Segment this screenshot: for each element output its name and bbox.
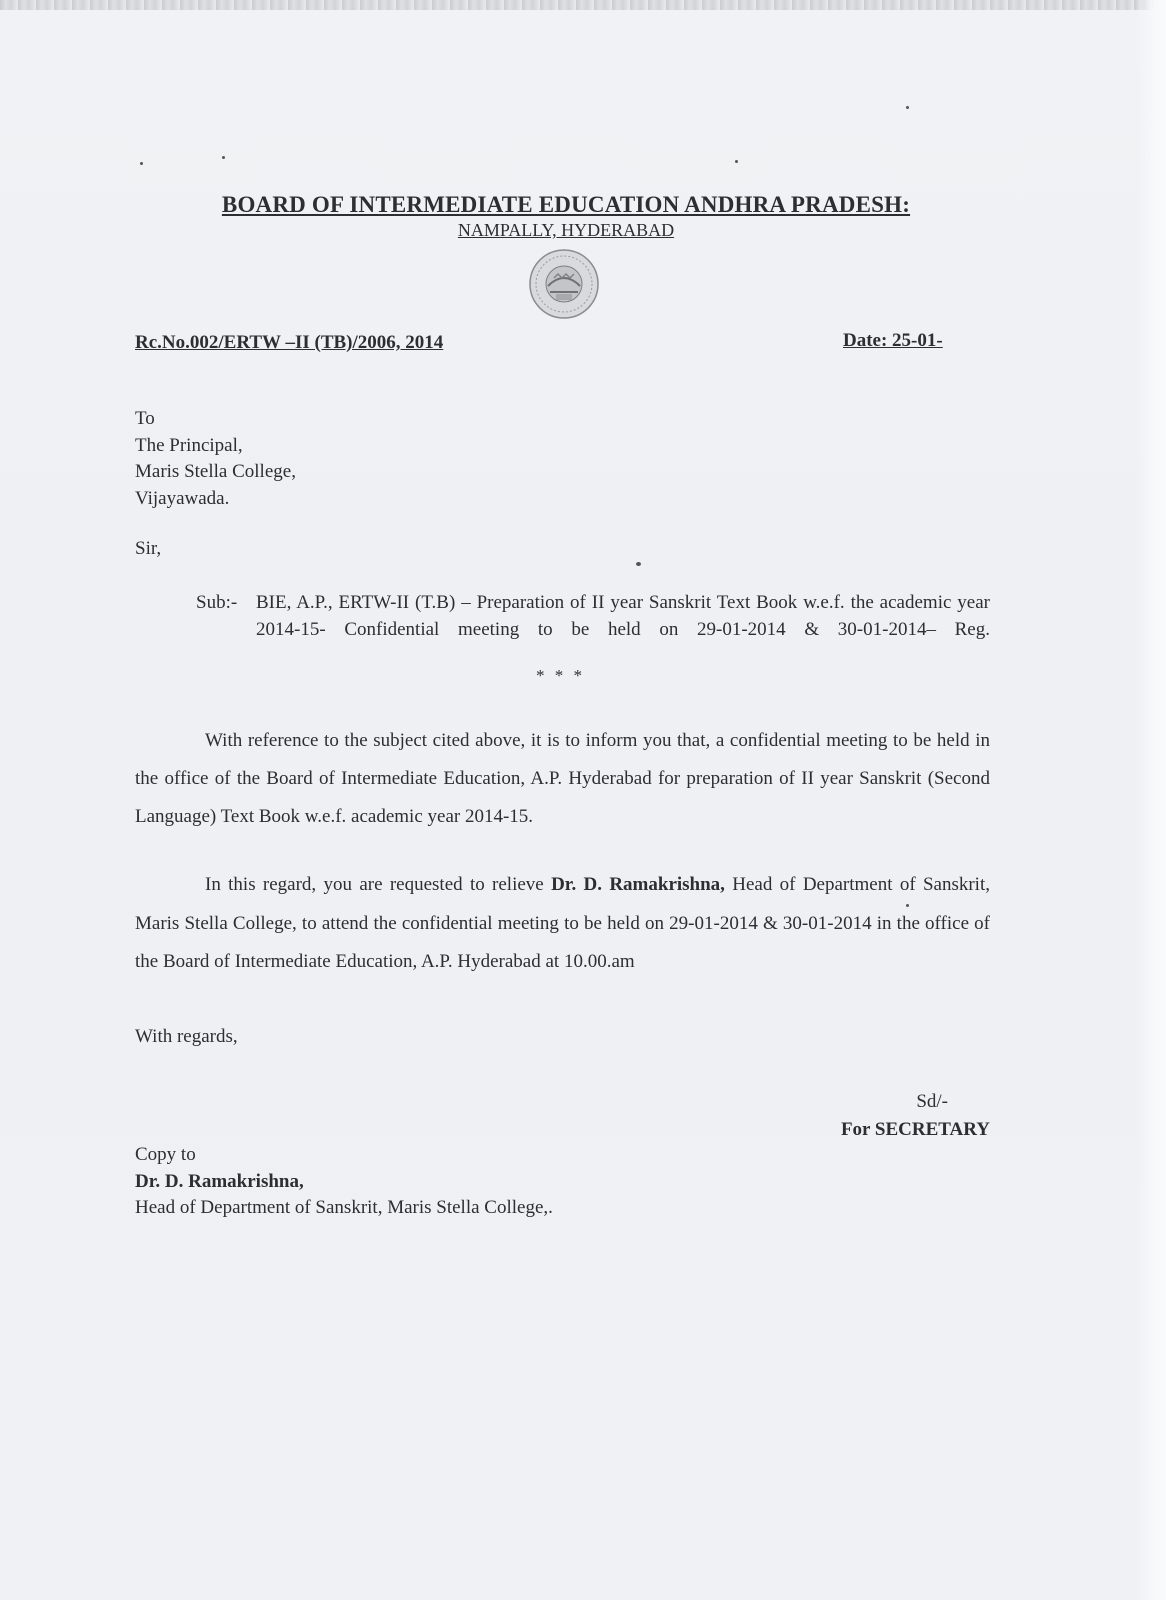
relieved-person-name: Dr. D. Ramakrishna, xyxy=(551,874,725,895)
para2-after: Head of Department of Sanskrit, Maris Stella College, to attend the confidential meeting to be held on 29-01-2014 & 30-01-2014 in the office of the Board of Intermediate Education, A.P. Hyderabad at 10.00.am xyxy=(135,874,990,972)
scan-speck xyxy=(636,562,641,566)
scan-speck xyxy=(906,904,909,907)
copy-to-block xyxy=(135,1142,553,1222)
scan-speck xyxy=(735,160,738,163)
reference-date: Date: 25-01- xyxy=(843,330,943,351)
subject-prefix: Sub:- xyxy=(196,592,238,613)
scan-speck xyxy=(906,106,909,109)
address-line-1: The Principal, xyxy=(135,434,243,456)
copy-to-label: Copy to xyxy=(135,1144,196,1165)
closing-regards: With regards, xyxy=(135,1026,238,1047)
signature-sd: Sd/- xyxy=(916,1091,948,1112)
copy-to-name: Dr. D. Ramakrishna, xyxy=(135,1170,304,1192)
recipient-address xyxy=(135,406,296,512)
body-paragraph-1: With reference to the subject cited above, it is to inform you that, a confidential meeting to be held in the office of the Board of Intermediate Education, A.P. Hyderabad for preparation of II year Sanskrit (Second Language) Text Book w.e.f. academic year 2014-15. xyxy=(135,730,990,827)
address-to: To xyxy=(135,408,155,429)
subject-block xyxy=(196,590,990,670)
scan-speck xyxy=(222,156,225,159)
scan-speck xyxy=(140,162,143,165)
address-line-3: Vijayawada. xyxy=(135,487,230,509)
copy-to-designation: Head of Department of Sanskrit, Maris Stella College,. xyxy=(135,1197,553,1218)
organization-location: NAMPALLY, HYDERABAD xyxy=(457,220,675,240)
board-seal-icon xyxy=(528,248,600,320)
para2-before: In this regard, you are requested to relieve xyxy=(205,874,544,895)
body-paragraph-2 xyxy=(135,866,990,982)
address-line-2: Maris Stella College, xyxy=(135,461,296,482)
scan-edge-top xyxy=(0,0,1166,10)
signature-block xyxy=(700,1088,990,1144)
subject-text: BIE, A.P., ERTW-II (T.B) – Preparation of II year Sanskrit Text Book w.e.f. the academic year 2014-15- Confidential meeting to be held on 29-01-2014 & 30-01-2014– Reg. xyxy=(256,592,990,640)
scan-edge-right xyxy=(1136,0,1166,1600)
reference-number: Rc.No.002/ERTW –II (TB)/2006, 2014 xyxy=(135,332,444,353)
salutation: Sir, xyxy=(135,538,162,559)
organization-heading: BOARD OF INTERMEDIATE EDUCATION ANDHRA PRADESH: xyxy=(221,192,911,217)
signature-for-secretary: For SECRETARY xyxy=(840,1119,990,1140)
section-separator: * * * xyxy=(536,666,585,685)
